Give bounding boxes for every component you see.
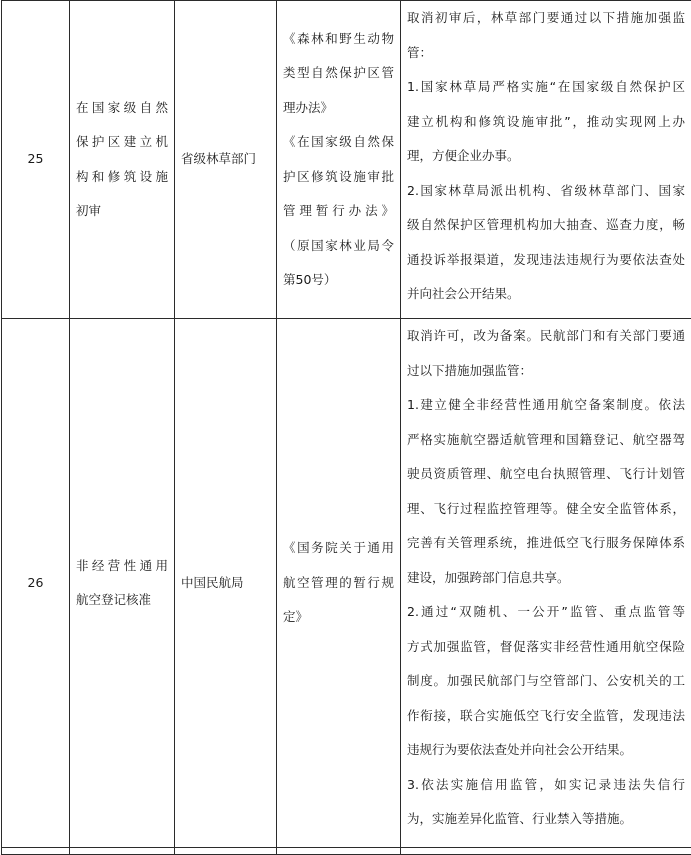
measure-line: 2.通过“双随机、一公开”监管、重点监管等 (407, 595, 685, 630)
measure-line: 方式加强监管，督促落实非经营性通用航空保险 (407, 630, 685, 665)
measure-line: 取消初审后，林草部门要通过以下措施加强监 (407, 1, 685, 36)
measures-table (1, 0, 691, 855)
supervision-measures (401, 1, 691, 319)
empty-cell (2, 848, 70, 855)
empty-cell (401, 848, 691, 855)
basis-line: 理办法》 (283, 91, 394, 126)
item-name (70, 319, 175, 848)
row-number: 25 (2, 1, 70, 319)
item-line: 构和修筑设施 (76, 160, 168, 195)
measure-line: 理、飞行过程监控管理等。健全安全监管体系， (407, 492, 685, 527)
empty-cell (70, 848, 175, 855)
measure-line: 1.国家林草局严格实施“在国家级自然保护区 (407, 70, 685, 105)
measure-line: 并向社会公开结果。 (407, 277, 685, 312)
legal-basis (277, 319, 401, 848)
measure-line: 1.建立健全非经营性通用航空备案制度。依法 (407, 388, 685, 423)
measure-line: 建立机构和修筑设施审批”，推动实现网上办 (407, 105, 685, 140)
basis-line: 第50号） (283, 263, 394, 298)
measure-line: 完善有关管理系统，推进低空飞行服务保障体系 (407, 526, 685, 561)
measure-line: 建设，加强跨部门信息共享。 (407, 561, 685, 596)
measure-line: 取消许可，改为备案。民航部门和有关部门要通 (407, 319, 685, 354)
measure-line: 违规行为要依法查处并向社会公开结果。 (407, 733, 685, 768)
empty-cell (175, 848, 277, 855)
measure-line: 驶员资质管理、航空电台执照管理、飞行计划管 (407, 457, 685, 492)
measure-line: 2.国家林草局派出机构、省级林草部门、国家 (407, 174, 685, 209)
measure-line: 通投诉举报渠道，发现违法违规行为要依法查处 (407, 243, 685, 278)
measure-line: 作衔接，联合实施低空飞行安全监管，发现违法 (407, 699, 685, 734)
empty-cell (277, 848, 401, 855)
measure-line: 级自然保护区管理机构加大抽查、巡查力度，畅 (407, 208, 685, 243)
department: 省级林草部门 (175, 1, 277, 319)
measure-line: 过以下措施加强监管： (407, 354, 685, 389)
basis-line: 《在国家级自然保 (283, 125, 394, 160)
measure-line: 为，实施差异化监管、行业禁入等措施。 (407, 802, 685, 837)
legal-basis (277, 1, 401, 319)
table-row-partial (2, 848, 691, 855)
item-line: 初审 (76, 194, 168, 229)
item-line: 保护区建立机 (76, 125, 168, 160)
item-line: 航空登记核准 (76, 583, 168, 618)
basis-line: 护区修筑设施审批 (283, 160, 394, 195)
basis-line: 定》 (283, 600, 394, 635)
measure-line: 3.依法实施信用监管，如实记录违法失信行 (407, 768, 685, 803)
item-line: 非经营性通用 (76, 549, 168, 584)
measure-line: 理，方便企业办事。 (407, 139, 685, 174)
item-name (70, 1, 175, 319)
row-number: 26 (2, 319, 70, 848)
basis-line: 管理暂行办法》 (283, 194, 394, 229)
basis-line: 类型自然保护区管 (283, 56, 394, 91)
table-row (2, 319, 691, 848)
supervision-measures (401, 319, 691, 848)
measure-line: 严格实施航空器适航管理和国籍登记、航空器驾 (407, 423, 685, 458)
department: 中国民航局 (175, 319, 277, 848)
basis-line: 《国务院关于通用 (283, 531, 394, 566)
table-row (2, 1, 691, 319)
measure-line: 管： (407, 36, 685, 71)
basis-line: 《森林和野生动物 (283, 22, 394, 57)
item-line: 在国家级自然 (76, 91, 168, 126)
basis-line: （原国家林业局令 (283, 229, 394, 264)
measure-line: 制度。加强民航部门与空管部门、公安机关的工 (407, 664, 685, 699)
basis-line: 航空管理的暂行规 (283, 566, 394, 601)
